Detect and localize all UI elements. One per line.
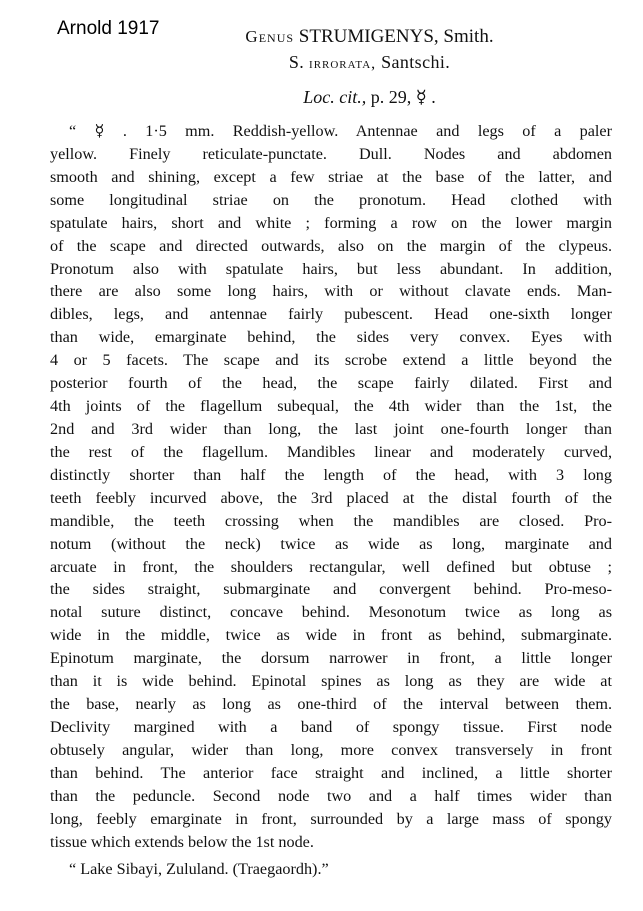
description-line: Epinotum marginate, the dorsum narrower in front, a little longer [50,649,612,668]
genus-name: STRUMIGENYS, [298,26,439,47]
reference-line [0,87,643,108]
description-line: distinctly shorter than half the length of the head, with 3 long [50,465,612,484]
species-author: Santschi. [381,52,451,72]
description-line: Declivity margined with a band of spongy tissue. First node [50,717,612,736]
description-line: “ ☿ . 1·5 mm. Reddish-yellow. Antennae and legs of a paler [69,122,612,140]
species-name: irrorata, [309,55,377,72]
reference-citation: Loc. cit., [303,87,367,107]
description-line: obtusely angular, wider than long, more convex transversely in front [50,740,612,759]
description-line: teeth feebly incurved above, the 3rd placed at the distal fourth of the [50,488,612,507]
description-line: than it is wide behind. Epinotal spines as long as they are wide at [50,672,612,691]
description-line: long, feebly emarginate in front, surrounded by a large mass of spongy [50,809,612,828]
description-paragraph [50,120,612,854]
description-line: smooth and shining, except a few striae at the base of the latter, and [50,167,612,186]
description-line: the base, nearly as long as one-third of the interval between them. [50,695,612,714]
description-line: than the peduncle. Second node two and a half times wider than [50,786,612,805]
description-line: the sides straight, submarginate and convergent behind. Pro-meso- [50,580,612,599]
description-line: Pronotum also with spatulate hairs, but less abundant. In addition, [50,259,612,278]
description-line: spatulate hairs, short and white ; forming a row on the lower margin [50,213,612,232]
genus-heading [0,26,643,48]
description-line: tissue which extends below the 1st node. [50,832,314,851]
description-line: than behind. The anterior face straight and inclined, a little shorter [50,763,612,782]
source-label: Arnold 1917 [57,18,160,39]
description-line: of the scape and directed outwards, also on the margin of the clypeus. [50,236,612,255]
description-line: the rest of the flagellum. Mandibles linear and moderately curved, [50,442,612,461]
description-line: notal suture distinct, concave behind. Mesonotum twice as long as [50,603,612,622]
description-line: there are also some long hairs, with or without clavate ends. Man- [50,282,612,301]
species-genus-abbrev: S. [288,52,305,72]
description-line: 4th joints of the flagellum subequal, the 4th wider than the 1st, the [50,397,612,416]
description-line: yellow. Finely reticulate-punctate. Dull. Nodes and abdomen [50,144,612,163]
description-line: posterior fourth of the head, the scape fairly dilated. First and [50,374,612,393]
description-line: 2nd and 3rd wider than long, the last joint one-fourth longer than [50,419,612,438]
reference-page: p. 29, ☿ . [370,87,436,107]
locality-line: “ Lake Sibayi, Zululand. (Traegaordh).” [69,860,329,878]
description-line: wide in the middle, twice as wide in front as behind, submarginate. [50,626,612,645]
genus-author: Smith. [443,26,494,47]
description-line: arcuate in front, the shoulders rectangular, well defined but obtuse ; [50,557,612,576]
description-line: dibles, legs, and antennae fairly pubescent. Head one-sixth longer [50,305,612,324]
description-line: mandible, the teeth crossing when the mandibles are closed. Pro- [50,511,612,530]
genus-prefix: Genus [245,27,295,46]
species-heading [0,52,643,73]
description-line: 4 or 5 facets. The scape and its scrobe extend a little beyond the [50,351,612,370]
description-line: than wide, emarginate behind, the sides very convex. Eyes with [50,328,612,347]
description-line: notum (without the neck) twice as wide as long, marginate and [50,534,612,553]
description-line: some longitudinal striae on the pronotum. Head clothed with [50,190,612,209]
